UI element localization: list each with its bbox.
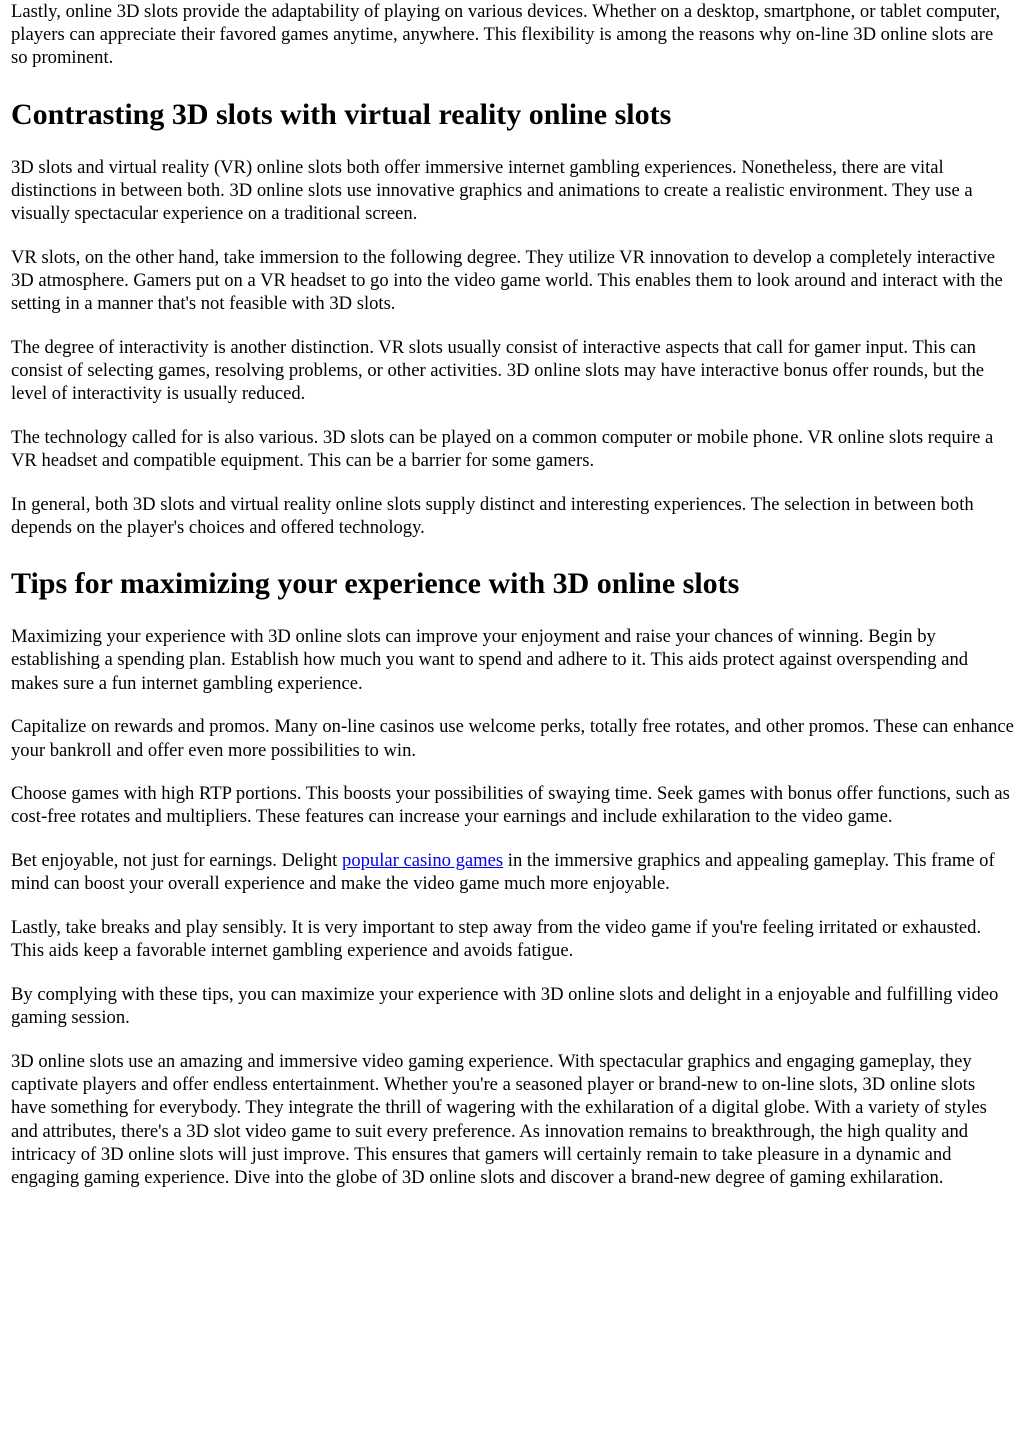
section-heading-vr: Contrasting 3D slots with virtual reality online slots xyxy=(11,97,672,131)
popular-casino-games-link[interactable]: popular casino games xyxy=(342,850,504,872)
intro-paragraph: Lastly, online 3D slots provide the adaptability of playing on various devices. Whether on a desktop, smartphone, or tablet computer, players can appreciate their favored games anytime, anywhere. This flexibility is among the reasons why on-line 3D online slots are so prominent. xyxy=(11,1,1001,69)
link-paragraph-after: in the immersive graphics and appealing gameplay. This frame of mind can boost your overall experience and make the video game much more enjoyable. xyxy=(11,850,995,895)
paragraph-tips-6: By complying with these tips, you can maximize your experience with 3D online slots and delight in a enjoyable and fulfilling video gaming session. xyxy=(11,983,999,1029)
paragraph-tips-2: Capitalize on rewards and promos. Many on-line casinos use welcome perks, totally free rotates, and other promos. These can enhance your bankroll and offer even more possibilities to win. xyxy=(11,716,1014,761)
paragraph-vr-5: In general, both 3D slots and virtual reality online slots supply distinct and interesting experiences. The selection in between both depends on the player's choices and offered technology. xyxy=(11,493,974,539)
paragraph-tips-link xyxy=(11,849,1014,895)
paragraph-vr-4: The technology called for is also various. 3D slots can be played on a common computer or mobile phone. VR online slots require a VR headset and compatible equipment. This can be a barrier for some gamers. xyxy=(11,426,994,472)
paragraph-tips-1: Maximizing your experience with 3D online slots can improve your enjoyment and raise your chances of winning. Begin by establishing a spending plan. Establish how much you want to spend and adhere to it. This aids protect against overspending and makes sure a fun internet gambling experience. xyxy=(11,626,969,694)
paragraph-conclusion: 3D online slots use an amazing and immersive video gaming experience. With spectacular graphics and engaging gameplay, they captivate players and offer endless entertainment. Whether you're a seasoned player or brand-new to on-line slots, 3D online slots have something for everybody. They integrate the thrill of wagering with the exhilaration of a digital globe. With a variety of styles and attributes, there's a 3D slot video game to suit every preference. As innovation remains to breakthrough, the high quality and intricacy of 3D online slots will just improve. This ensures that gamers will certainly remain to take pleasure in a dynamic and engaging gaming experience. Dive into the globe of 3D online slots and discover a brand-new degree of gaming exhilaration. xyxy=(11,1050,987,1188)
paragraph-vr-3: The degree of interactivity is another distinction. VR slots usually consist of interactive aspects that call for gamer input. This can consist of selecting games, resolving problems, or other activities. 3D online slots may have interactive bonus offer rounds, but the level of interactivity is usually reduced. xyxy=(11,336,985,405)
section-heading-tips: Tips for maximizing your experience with 3D online slots xyxy=(11,567,740,601)
link-paragraph-before: Bet enjoyable, not just for earnings. Delight xyxy=(11,850,343,872)
paragraph-vr-2: VR slots, on the other hand, take immersion to the following degree. They utilize VR innovation to develop a completely interactive 3D atmosphere. Gamers put on a VR headset to go into the video game world. This enables them to look around and interact with the setting in a manner that's not feasible with 3D slots. xyxy=(11,246,1003,315)
paragraph-tips-3: Choose games with high RTP portions. This boosts your possibilities of swaying time. Seek games with bonus offer functions, such as cost-free rotates and multipliers. These features can increase your earnings and include exhilaration to the video game. xyxy=(11,783,1010,828)
paragraph-tips-5: Lastly, take breaks and play sensibly. It is very important to step away from the video game if you're feeling irritated or exhausted. This aids keep a favorable internet gambling experience and avoids fatigue. xyxy=(11,917,982,962)
paragraph-vr-1: 3D slots and virtual reality (VR) online slots both offer immersive internet gambling experiences. Nonetheless, there are vital distinctions in between both. 3D online slots use innovative graphics and animations to create a realistic environment. They use a visually spectacular experience on a traditional screen. xyxy=(11,156,973,225)
